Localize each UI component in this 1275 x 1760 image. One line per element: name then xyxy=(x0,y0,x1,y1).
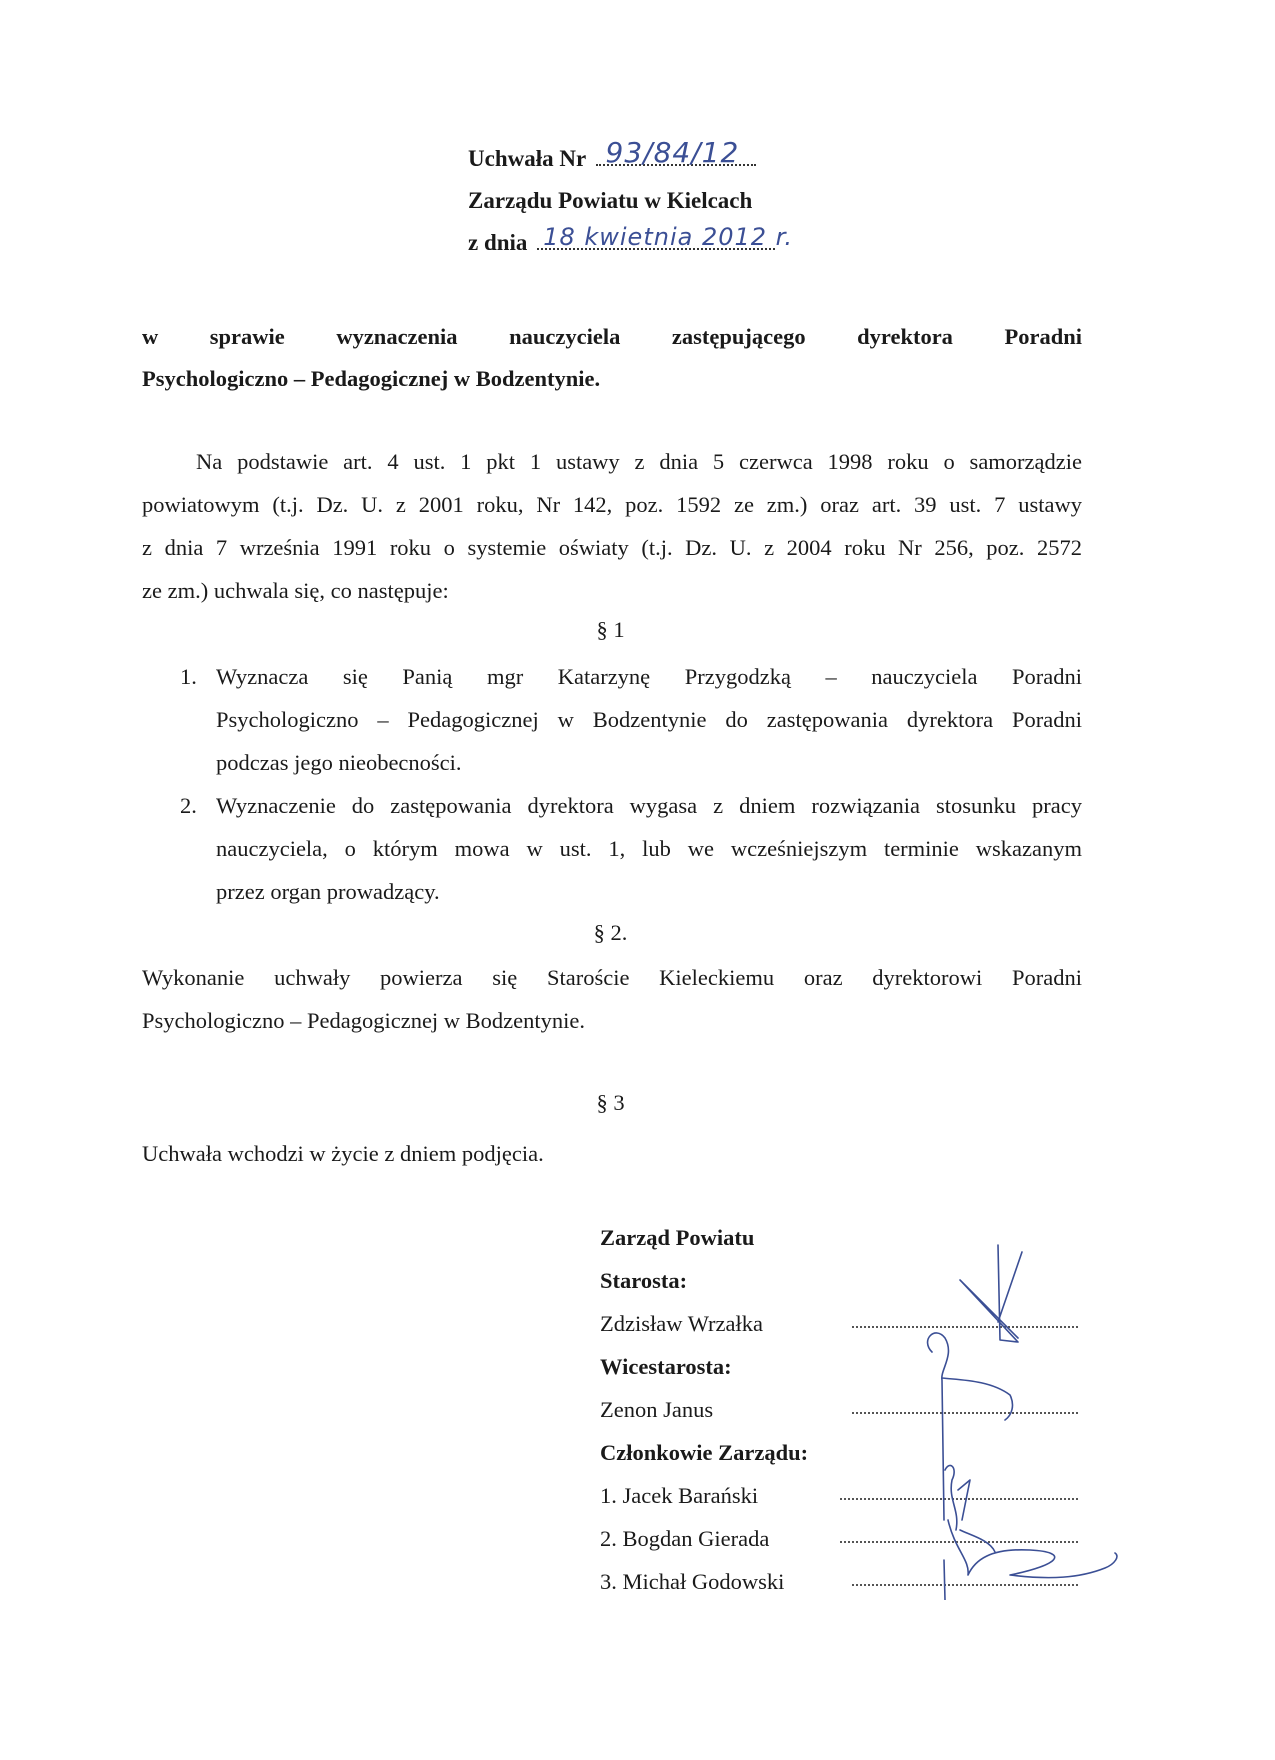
date-label: z dnia xyxy=(468,230,528,255)
resolution-number-field xyxy=(596,136,756,169)
subject-line: w sprawie wyznaczenia nauczyciela zastępującego dyrektora Poradni xyxy=(142,324,1082,349)
list-item-number: 2. xyxy=(180,793,197,818)
preamble-line: z dnia 7 września 1991 roku o systemie oświaty (t.j. Dz. U. z 2004 roku Nr 256, poz. 2572 xyxy=(142,535,1082,560)
list-item xyxy=(142,784,1082,913)
handwritten-signatures-icon xyxy=(900,1230,1140,1600)
section-2-line: Wykonanie uchwały powierza się Staroście Kieleckiemu oraz dyrektorowi Poradni xyxy=(142,965,1082,990)
vice-label: Wicestarosta: xyxy=(600,1354,732,1379)
date-row xyxy=(468,222,793,264)
resolution-label: Uchwała Nr xyxy=(468,146,586,171)
member-name: 2. Bogdan Gierada xyxy=(600,1526,770,1551)
vice-name: Zenon Janus xyxy=(600,1397,714,1422)
members-label: Członkowie Zarządu: xyxy=(600,1440,809,1465)
subject-line: Psychologiczno – Pedagogicznej w Bodzentynie. xyxy=(142,366,601,391)
section-1-title xyxy=(0,617,1275,643)
date-handwritten: 18 kwietnia 2012 r. xyxy=(543,223,793,251)
section-1-list xyxy=(142,655,1082,913)
section-1-title-text: § 1 xyxy=(596,617,625,642)
list-item-line: przez organ prowadzący. xyxy=(216,879,440,904)
board-name: Zarządu Powiatu w Kielcach xyxy=(468,188,753,213)
date-field xyxy=(537,223,793,251)
list-item-line: Wyznacza się Panią mgr Katarzynę Przygodzką – nauczyciela Poradni xyxy=(216,664,1082,689)
section-3-line: Uchwała wchodzi w życie z dniem podjęcia. xyxy=(142,1141,544,1166)
resolution-number-handwritten: 93/84/12 xyxy=(605,136,740,169)
section-3-title-text: § 3 xyxy=(596,1090,625,1115)
board-title: Zarząd Powiatu xyxy=(600,1225,755,1250)
section-3-title xyxy=(0,1090,1275,1116)
member-name: 1. Jacek Barański xyxy=(600,1483,759,1508)
list-item-line: podczas jego nieobecności. xyxy=(216,750,462,775)
section-3-text xyxy=(142,1132,1082,1175)
section-2-title xyxy=(0,920,1275,946)
list-item-number: 1. xyxy=(180,664,197,689)
preamble-line: Na podstawie art. 4 ust. 1 pkt 1 ustawy z dnia 5 czerwca 1998 roku o samorządzie xyxy=(196,449,1082,474)
list-item-line: nauczyciela, o którym mowa w ust. 1, lub we wcześniejszym terminie wskazanym xyxy=(216,836,1082,861)
resolution-number-row xyxy=(468,138,775,180)
resolution-subject xyxy=(142,316,1082,400)
list-item xyxy=(142,655,1082,784)
preamble-line: ze zm.) uchwala się, co następuje: xyxy=(142,578,449,603)
list-item-line: Psychologiczno – Pedagogicznej w Bodzentynie do zastępowania dyrektora Poradni xyxy=(216,707,1082,732)
resolution-header xyxy=(468,136,793,264)
section-2-text xyxy=(142,956,1082,1042)
section-2-title-text: § 2. xyxy=(593,920,628,945)
preamble xyxy=(142,440,1082,612)
section-2-line: Psychologiczno – Pedagogicznej w Bodzentynie. xyxy=(142,1008,586,1033)
member-name: 3. Michał Godowski xyxy=(600,1569,785,1594)
starosta-name: Zdzisław Wrzałka xyxy=(600,1311,763,1336)
list-item-line: Wyznaczenie do zastępowania dyrektora wygasa z dniem rozwiązania stosunku pracy xyxy=(216,793,1082,818)
preamble-line: powiatowym (t.j. Dz. U. z 2001 roku, Nr 142, poz. 1592 ze zm.) oraz art. 39 ust. 7 ustawy xyxy=(142,492,1082,517)
starosta-label: Starosta: xyxy=(600,1268,688,1293)
